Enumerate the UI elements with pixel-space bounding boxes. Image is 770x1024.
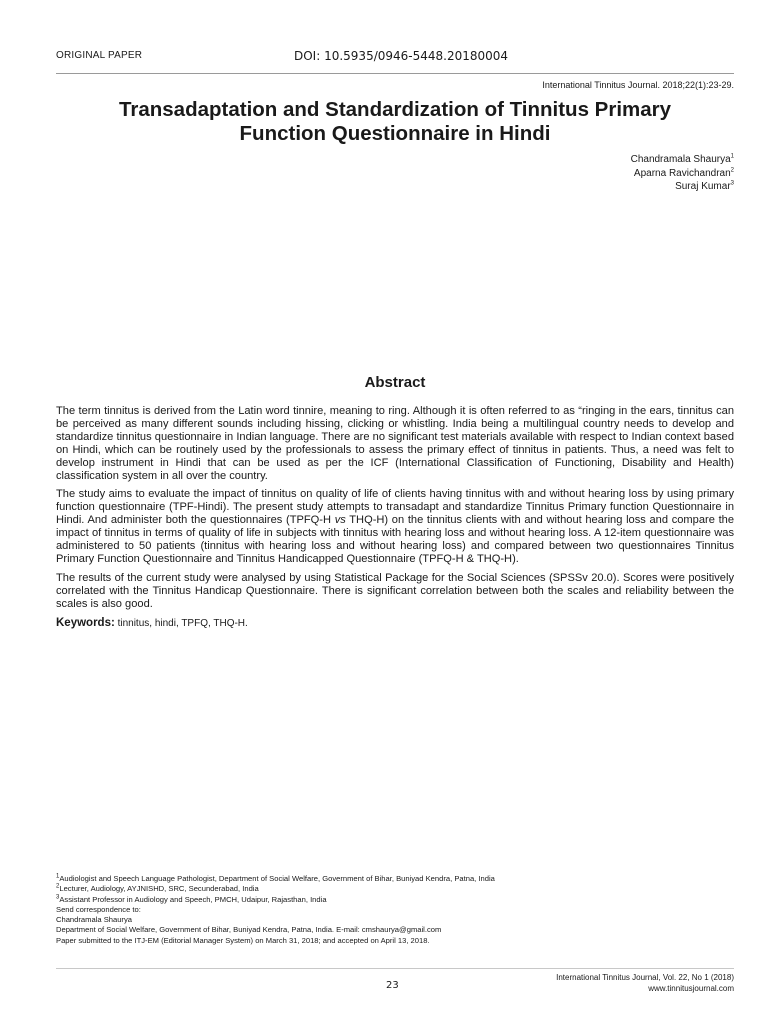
title-line-2: Function Questionnaire in Hindi [239, 122, 551, 145]
footer-divider [56, 968, 734, 969]
footnote-mark: 1 [56, 873, 60, 880]
abstract-text-italic: vs [334, 514, 346, 527]
footnote [56, 936, 734, 946]
footer-journal: International Tinnitus Journal, Vol. 22, No 1 (2018) [556, 973, 734, 982]
footnote [56, 905, 734, 915]
footnote-mark: 2 [56, 883, 60, 890]
abstract-heading: Abstract [364, 374, 426, 391]
footnote-text: Send correspondence to: [56, 904, 141, 914]
footnote-text: Assistant Professor in Audiology and Speech, PMCH, Udaipur, Rajasthan, India [59, 894, 327, 904]
footer-website[interactable]: www.tinnitusjournal.com [648, 984, 734, 993]
footnote [56, 874, 734, 884]
abstract-text: The study aims to evaluate the impact of tinnitus on quality of life of clients having tinnitus with and without hearing loss by using primary function questionnaire (TPF-Hindi). The present study attempts to transadapt and standardize Tinnitus Primary function Questionnaire in Hindi. And administer both the questionnaires (TPFQ-H [56, 488, 734, 527]
page-number: 23 [386, 980, 399, 991]
footnote-text: Paper submitted to the ITJ-EM (Editorial Manager System) on March 31, 2018; and accepted on April 13, 2018. [56, 935, 430, 945]
doi[interactable]: DOI: 10.5935/0946-5448.20180004 [294, 49, 509, 63]
abstract-text: THQ-H) on the tinnitus clients with and without hearing loss and compare the impact of tinnitus in terms of quality of life in subjects with tinnitus with hearing loss and without hearing loss. A 12-item questionnaire was administered to 50 patients (tinnitus with hearing loss and without hearing loss) and compared between two questionnaires Tinnitus Primary Function Questionnaire and Tinnitus Handicapped Questionnaire (TPFQ-H & THQ-H). [56, 514, 734, 565]
footer-journal-info [556, 972, 734, 994]
author [631, 180, 734, 194]
author-name: Aparna Ravichandran [633, 167, 731, 179]
paper-title [56, 98, 734, 146]
footnote-mark: 3 [56, 894, 60, 901]
abstract-paragraph [56, 488, 734, 565]
footnote [56, 895, 734, 905]
abstract-paragraph: The results of the current study were analysed by using Statistical Package for the Social Sciences (SPSSv 20.0). Scores were positively correlated with the Tinnitus Handicap Questionnaire. There is significant correlation between both the scales and reliability between the scales is also good. [56, 571, 734, 610]
abstract-body [56, 405, 734, 637]
keywords-list: tinnitus, hindi, TPFQ, THQ-H. [114, 617, 248, 629]
footnote [56, 915, 734, 925]
article-type-label: ORIGINAL PAPER [56, 50, 143, 61]
footnote [56, 925, 734, 935]
author [631, 153, 734, 167]
footnote-text: Audiologist and Speech Language Pathologist, Department of Social Welfare, Government of Bihar, Buniyad Kendra, Patna, India [59, 874, 495, 883]
author-list [631, 153, 734, 194]
author-affiliation-mark: 3 [730, 180, 734, 187]
footnote [56, 884, 734, 894]
footnote-text: Chandramala Shaurya [56, 915, 132, 925]
author [631, 167, 734, 181]
footnotes [56, 874, 734, 946]
footnote-text: Lecturer, Audiology, AYJNISHD, SRC, Secunderabad, India [59, 884, 259, 894]
abstract-paragraph: The term tinnitus is derived from the Latin word tinnire, meaning to ring. Although it is often referred to as “ringing in the ears, tinnitus can be perceived as many different sounds including hissing, clicking or whistling. India being a multilingual country needs to develop and standardize tinnitus questionnaire in Indian language. There are no significant test materials available with respect to Indian context based on Hindi, which can be routinely used by the professionals to assess the primary effect of tinnitus in patients. Thus, a need was felt to develop instrument in Hindi that can be used as per the ICF (International Classification of Functioning, Disability and Health) classification system in all over the country. [56, 405, 734, 482]
journal-citation: International Tinnitus Journal. 2018;22(1):23-29. [542, 80, 734, 90]
author-affiliation-mark: 2 [730, 167, 734, 174]
author-name: Chandramala Shaurya [630, 154, 731, 165]
title-line-1: Transadaptation and Standardization of Tinnitus Primary [118, 98, 672, 121]
header-divider [56, 73, 734, 74]
footnote-text: Department of Social Welfare, Government of Bihar, Buniyad Kendra, Patna, India. E-mail: cmshaurya@gmail.com [56, 925, 442, 935]
keywords [56, 617, 734, 631]
keywords-label: Keywords: [56, 616, 115, 629]
author-affiliation-mark: 1 [730, 153, 734, 160]
author-name: Suraj Kumar [675, 181, 731, 192]
